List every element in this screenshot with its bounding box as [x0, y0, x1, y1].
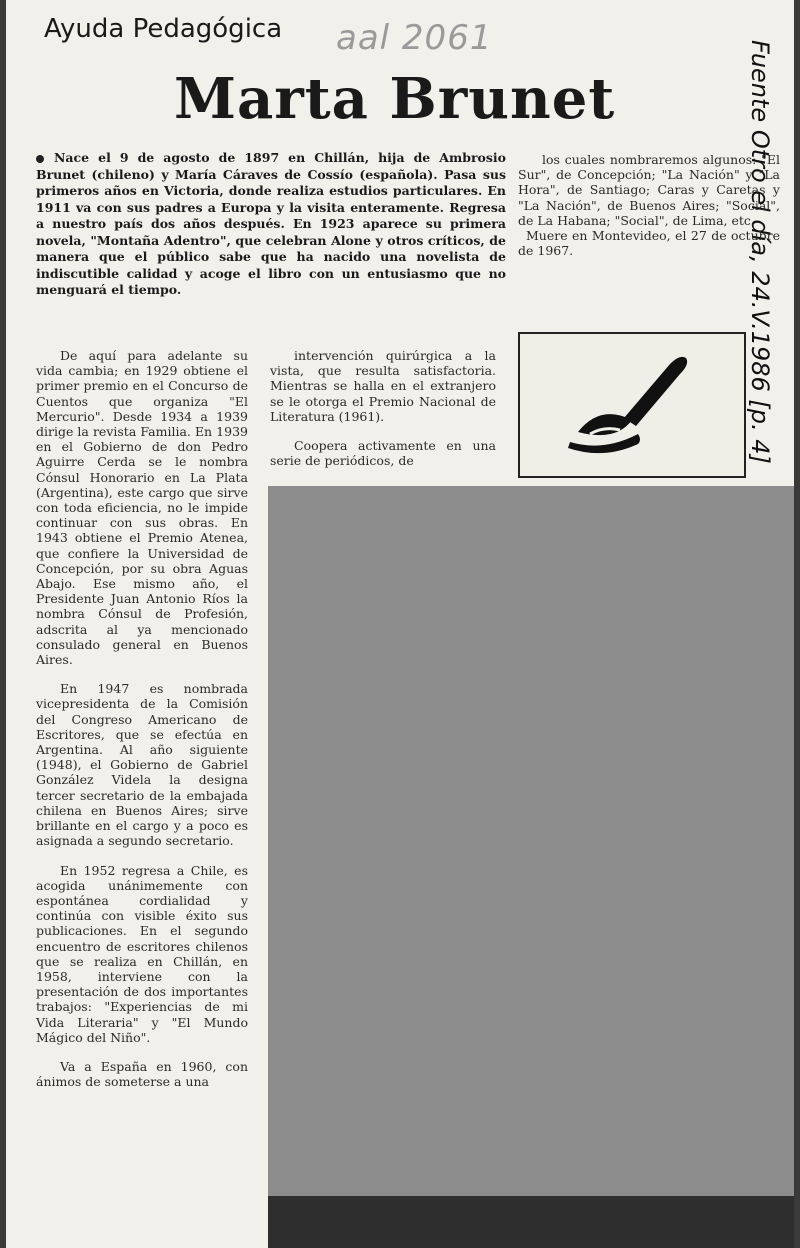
- archive-code: aal 2061: [336, 18, 493, 58]
- section-label: Ayuda Pedagógica: [44, 14, 283, 44]
- right-column-paragraph: los cuales nombraremos algunos: "El Sur", de Concepción; "La Nación" y "La Hora", de Santiago; Caras y Caretas y "La Nación", de Buenos Aires; "Social", de La Habana; "Social", de Lima, etc.: [518, 152, 780, 228]
- left-column-paragraph: Va a España en 1960, con ánimos de someterse a una: [36, 1058, 248, 1090]
- intro-text: Nace el 9 de agosto de 1897 en Chillán, hija de Ambrosio Brunet (chileno) y María Cáraves de Cossío (española). Pasa sus primeros años en Victoria, donde realiza estudios particulares. En 1911 va con sus padres a Europa y la visita enteramente. Regresa a nuestro país dos años después. En 1923 aparece su primera novela, "Montaña Adentro", que celebran Alone y otros críticos, de manera que el público sabe que ha nacido una novelista de indiscutible calidad y acoge el libro con un entusiasmo que no menguará el tiempo.: [36, 150, 506, 297]
- ink-pen-icon: [518, 332, 746, 478]
- right-column: [518, 152, 780, 258]
- scanner-shadow-strip: [268, 1196, 794, 1248]
- intro-paragraph: [36, 150, 506, 299]
- ink-pen-illustration: [520, 334, 744, 476]
- scanner-background-area: [268, 486, 794, 1248]
- right-column-paragraph: Muere en Montevideo, el 27 de octubre de 1967.: [518, 228, 780, 259]
- newspaper-clipping: [6, 0, 794, 1248]
- middle-column: [270, 348, 496, 468]
- handwritten-source-note: Fuente Otro el día, 24.V.1986 [p. 4]: [746, 40, 774, 464]
- left-column-paragraph: En 1947 es nombrada vicepresidenta de la Comisión del Congreso Americano de Escritores, que se efectúa en Argentina. Al año siguiente (1948), el Gobierno de Gabriel González Videla la designa tercer secretario de la embajada chilena en Buenos Aires; sirve brillante en el cargo y a poco es asignada a segundo secretario.: [36, 681, 248, 849]
- bullet-icon: [36, 155, 44, 163]
- left-column: [36, 348, 248, 1089]
- left-column-paragraph: De aquí para adelante su vida cambia; en 1929 obtiene el primer premio en el Concurso de Cuentos que organiza "El Mercurio". Desde 1934 a 1939 dirige la revista Familia. En 1939 en el Gobierno de don Pedro Aguirre Cerda se le nombra Cónsul Honorario en La Plata (Argentina), este cargo que sirve con toda eficiencia, no le impide continuar con sus obras. En 1943 obtiene el Premio Atenea, que confiere la Universidad de Concepción, por su obra Aguas Abajo. Ese mismo año, el Presidente Juan Antonio Ríos la nombra Cónsul de Profesión, adscrita al ya mencionado consulado general en Buenos Aires.: [36, 348, 248, 668]
- left-column-paragraph: En 1952 regresa a Chile, es acogida unánimemente con espontánea cordialidad y continúa con visible éxito sus publicaciones. En el segundo encuentro de escritores chilenos que se realiza en Chillán, en 1958, interviene con la presentación de dos importantes trabajos: "Experiencias de mi Vida Literaria" y "El Mundo Mágico del Niño".: [36, 862, 248, 1045]
- middle-column-paragraph: intervención quirúrgica a la vista, que resulta satisfactoria. Mientras se halla en el extranjero se le otorga el Premio Nacional de Literatura (1961).: [270, 348, 496, 424]
- middle-column-paragraph: Coopera activamente en una serie de periódicos, de: [270, 438, 496, 469]
- article-title: Marta Brunet: [174, 66, 616, 132]
